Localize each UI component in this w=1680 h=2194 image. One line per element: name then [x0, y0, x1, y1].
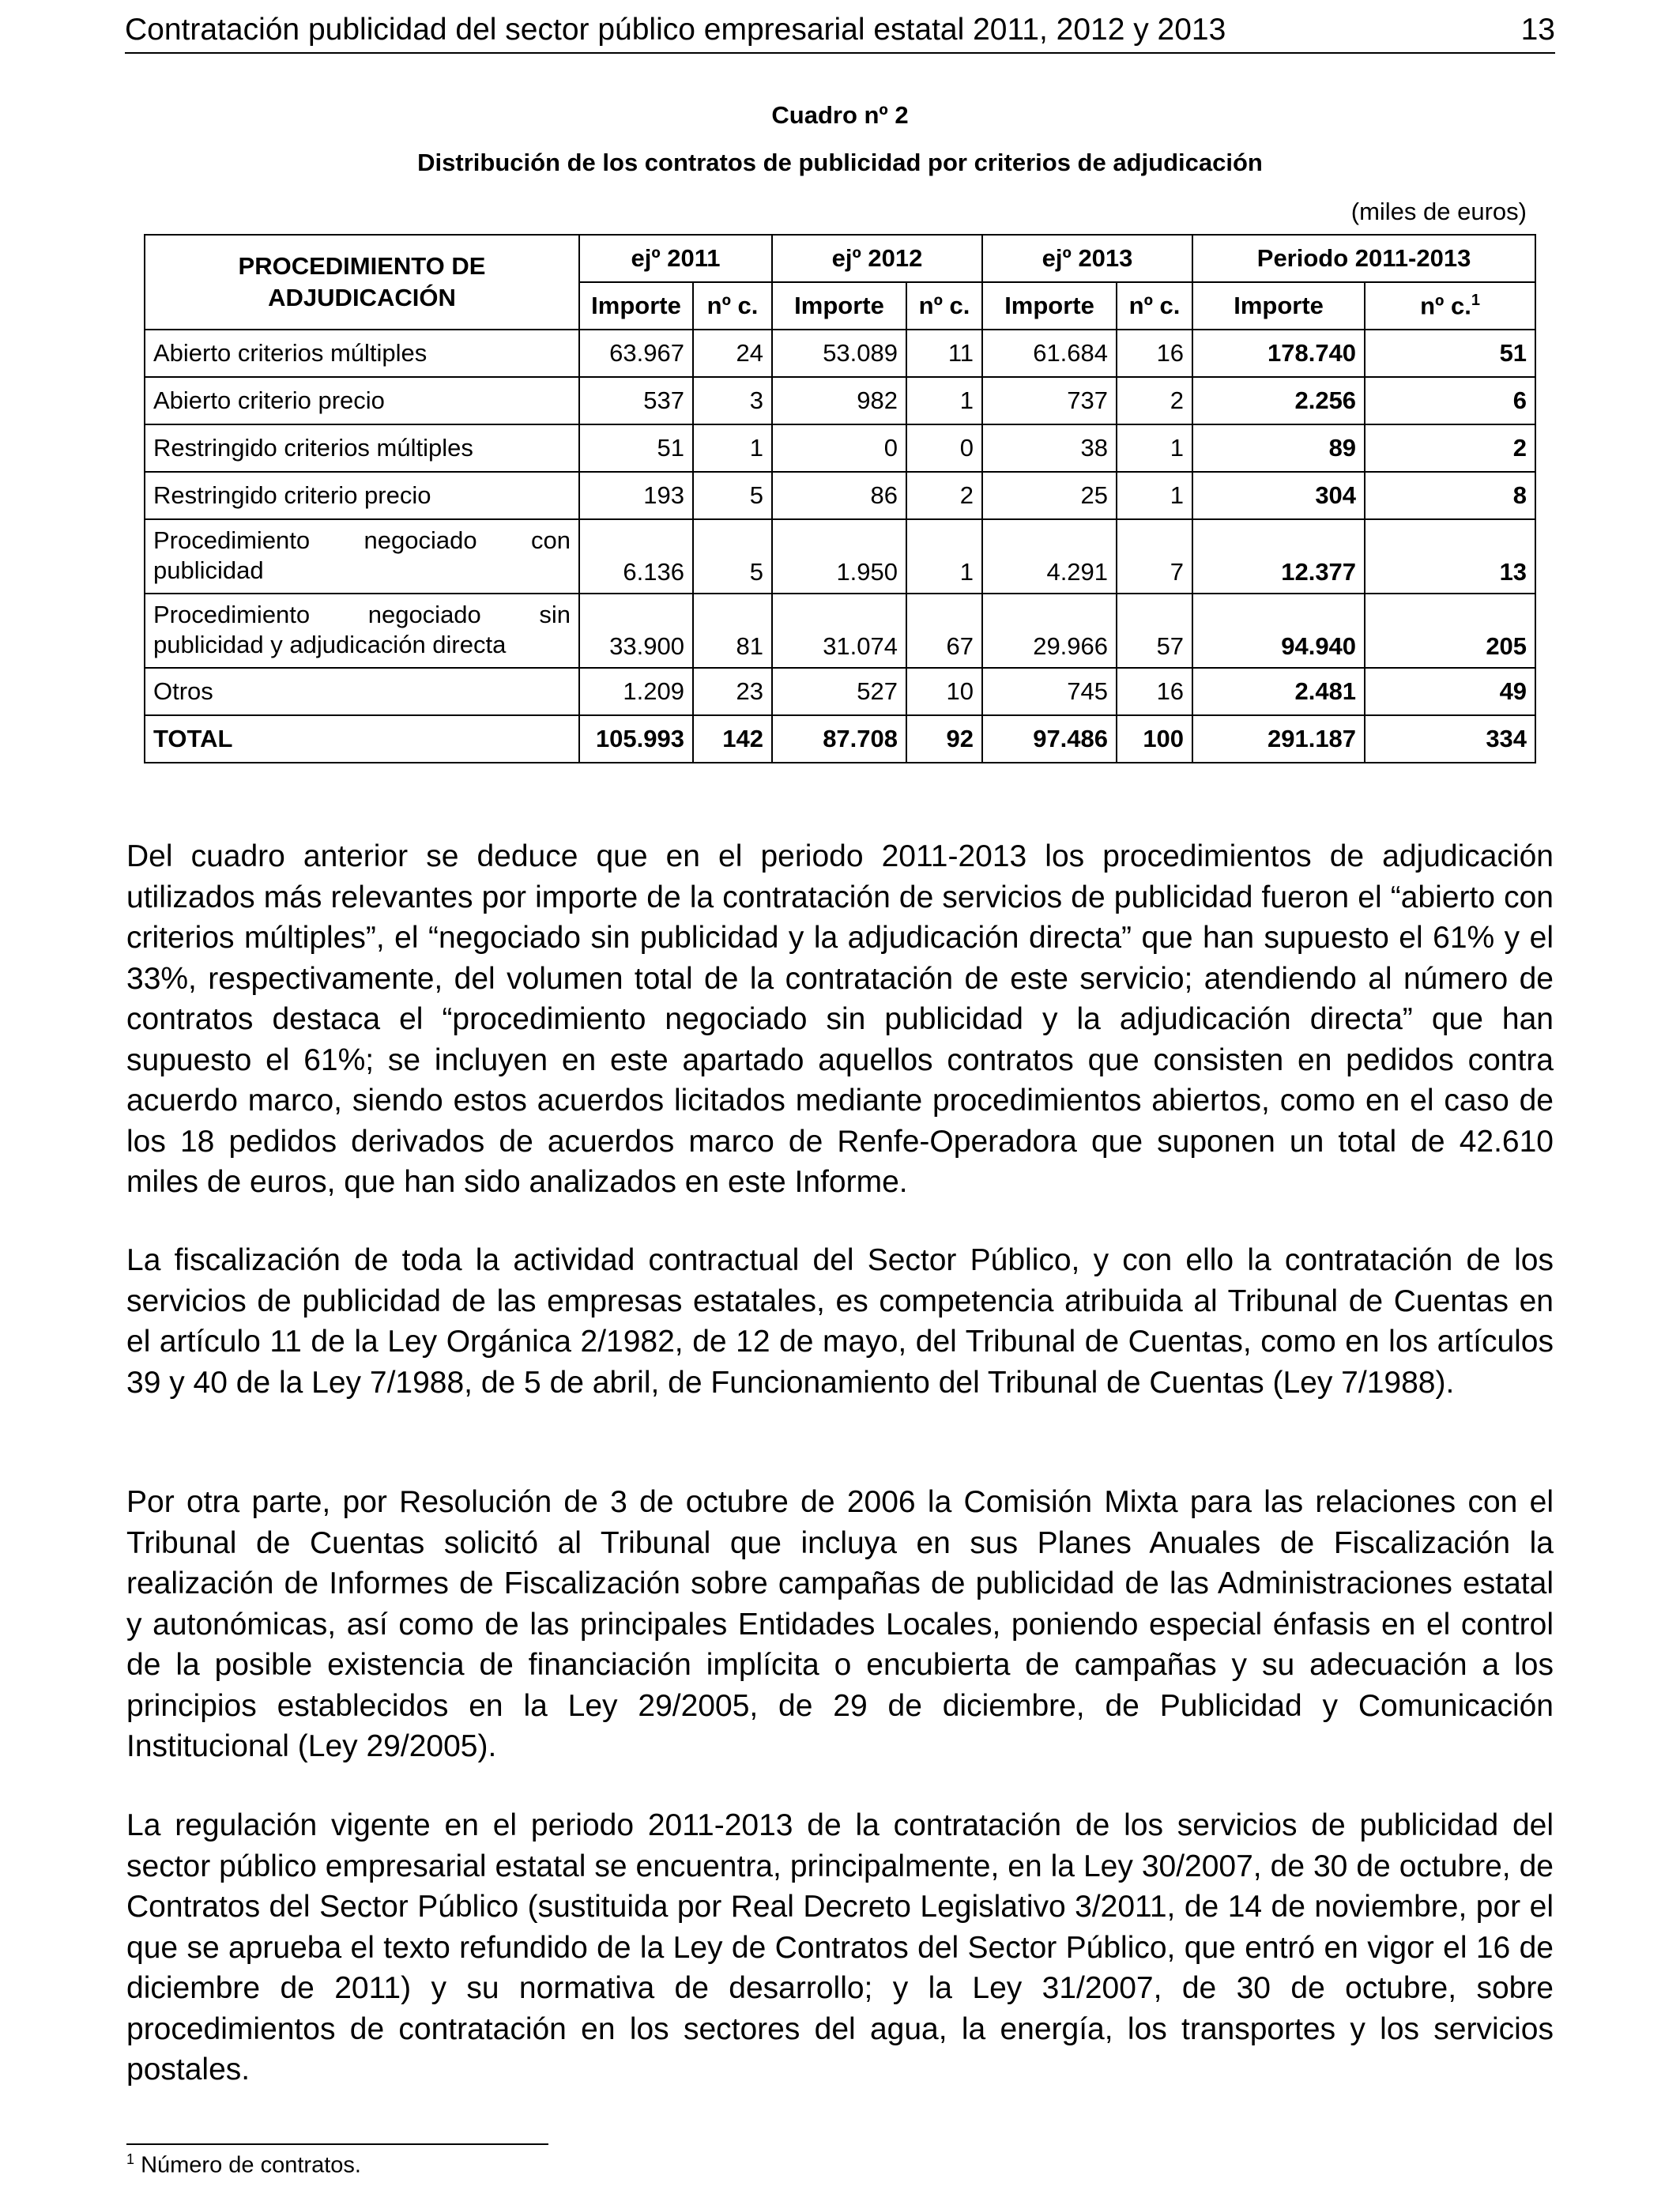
importe-cell: 87.708	[772, 715, 906, 763]
procedure-label: Otros	[145, 668, 579, 715]
nc-cell: 5	[693, 472, 772, 519]
importe-cell: 1.950	[772, 519, 906, 594]
nc-cell: 10	[906, 668, 982, 715]
importe-cell: 51	[579, 424, 693, 472]
table-row	[145, 424, 1535, 472]
year-header: ejº 2013	[982, 235, 1192, 282]
importe-cell: 737	[982, 377, 1117, 424]
importe-header: Importe	[772, 282, 906, 330]
procedure-header: PROCEDIMIENTO DE ADJUDICACIÓN	[145, 235, 579, 330]
importe-cell: 38	[982, 424, 1117, 472]
importe-cell: 31.074	[772, 594, 906, 668]
table-body	[145, 330, 1535, 763]
importe-cell: 527	[772, 668, 906, 715]
page-header	[125, 11, 1555, 54]
table-row	[145, 472, 1535, 519]
table-caption-title: Distribución de los contratos de publicidad por criterios de adjudicación	[417, 149, 1263, 176]
importe-cell: 61.684	[982, 330, 1117, 377]
importe-cell: 2.481	[1192, 668, 1365, 715]
procedure-label: Restringido criterios múltiples	[145, 424, 579, 472]
table-caption-number: Cuadro nº 2	[771, 101, 909, 129]
nc-cell: 1	[1117, 424, 1192, 472]
nc-cell: 16	[1117, 668, 1192, 715]
importe-cell: 63.967	[579, 330, 693, 377]
importe-cell: 0	[772, 424, 906, 472]
nc-header-footnoted	[1365, 282, 1535, 330]
importe-cell: 25	[982, 472, 1117, 519]
paragraph: Por otra parte, por Resolución de 3 de octubre de 2006 la Comisión Mixta para las relaciones con el Tribunal de Cuentas solicitó al Tribunal que incluya en sus Planes Anuales de Fiscalización la realización de Informes de Fiscalización sobre campañas de publicidad de las Administraciones estatal y autonómicas, así como de las principales Entidades Locales, poniendo especial énfasis en el control de la posible existencia de financiación implícita o encubierta de campañas y su adecuación a los principios establecidos en la Ley 29/2005, de 29 de diciembre, de Publicidad y Comunicación Institucional (Ley 29/2005).	[126, 1485, 1554, 1763]
year-header: ejº 2011	[579, 235, 772, 282]
nc-cell: 8	[1365, 472, 1535, 519]
nc-cell: 1	[906, 519, 982, 594]
total-label: TOTAL	[145, 715, 579, 763]
nc-cell: 11	[906, 330, 982, 377]
procedure-label: Restringido criterio precio	[145, 472, 579, 519]
nc-cell: 49	[1365, 668, 1535, 715]
nc-cell: 7	[1117, 519, 1192, 594]
nc-cell: 100	[1117, 715, 1192, 763]
nc-cell: 3	[693, 377, 772, 424]
procedure-label: Procedimiento negociado con publicidad	[145, 519, 579, 594]
importe-cell: 1.209	[579, 668, 693, 715]
table-row	[145, 668, 1535, 715]
importe-cell: 6.136	[579, 519, 693, 594]
nc-cell: 1	[693, 424, 772, 472]
document-title: Contratación publicidad del sector público empresarial estatal 2011, 2012 y 2013	[125, 13, 1226, 47]
importe-cell: 33.900	[579, 594, 693, 668]
procedure-label: Procedimiento negociado sin publicidad y adjudicación directa	[145, 594, 579, 668]
nc-header: nº c.	[693, 282, 772, 330]
table-row	[145, 519, 1535, 594]
procedure-label: Abierto criterio precio	[145, 377, 579, 424]
nc-cell: 2	[1365, 424, 1535, 472]
importe-cell: 4.291	[982, 519, 1117, 594]
footnote-rule	[126, 2143, 548, 2145]
footnote-text: Número de contratos.	[141, 2152, 361, 2178]
importe-header: Importe	[1192, 282, 1365, 330]
nc-label: nº c.	[1420, 292, 1471, 320]
table-units: (miles de euros)	[1350, 198, 1527, 225]
importe-cell: 53.089	[772, 330, 906, 377]
nc-cell: 2	[1117, 377, 1192, 424]
importe-cell: 105.993	[579, 715, 693, 763]
importe-cell: 86	[772, 472, 906, 519]
importe-cell: 982	[772, 377, 906, 424]
importe-cell: 193	[579, 472, 693, 519]
importe-cell: 2.256	[1192, 377, 1365, 424]
importe-cell: 89	[1192, 424, 1365, 472]
table-row	[145, 377, 1535, 424]
nc-cell: 13	[1365, 519, 1535, 594]
importe-cell: 745	[982, 668, 1117, 715]
importe-cell: 94.940	[1192, 594, 1365, 668]
table-header-row	[145, 235, 1535, 282]
nc-cell: 5	[693, 519, 772, 594]
importe-cell: 12.377	[1192, 519, 1365, 594]
page-number: 13	[1520, 13, 1555, 47]
importe-cell: 97.486	[982, 715, 1117, 763]
nc-cell: 67	[906, 594, 982, 668]
procedure-label: Abierto criterios múltiples	[145, 330, 579, 377]
footnote-reference: 1	[1471, 291, 1480, 309]
nc-cell: 16	[1117, 330, 1192, 377]
footnote-mark: 1	[126, 2151, 135, 2167]
importe-cell: 29.966	[982, 594, 1117, 668]
contracts-table	[144, 234, 1536, 763]
nc-cell: 57	[1117, 594, 1192, 668]
table-row	[145, 330, 1535, 377]
nc-cell: 1	[906, 377, 982, 424]
importe-header: Importe	[579, 282, 693, 330]
period-header: Periodo 2011-2013	[1192, 235, 1535, 282]
footnote	[126, 2151, 361, 2179]
importe-cell: 178.740	[1192, 330, 1365, 377]
importe-cell: 537	[579, 377, 693, 424]
paragraph: La regulación vigente en el periodo 2011-2013 de la contratación de los servicios de publicidad del sector público empresarial estatal se encuentra, principalmente, en la Ley 30/2007, de 30 de octubre, de Contratos del Sector Público (sustituida por Real Decreto Legislativo 3/2011, de 14 de noviembre, por el que se aprueba el texto refundido de la Ley de Contratos del Sector Público, que entró en vigor el 16 de diciembre de 2011) y su normativa de desarrollo; y la Ley 31/2007, de 30 de octubre, sobre procedimientos de contratación en los sectores del agua, la energía, los transportes y los servicios postales.	[126, 1808, 1554, 2087]
table-row	[145, 594, 1535, 668]
importe-header: Importe	[982, 282, 1117, 330]
paragraph: Del cuadro anterior se deduce que en el periodo 2011-2013 los procedimientos de adjudicación utilizados más relevantes por importe de la contratación de servicios de publicidad fueron el “abierto con criterios múltiples”, el “negociado sin publicidad y la adjudicación directa” que han supuesto el 61% y el 33%, respectivamente, del volumen total de la contratación de este servicio; atendiendo al número de contratos destaca el “procedimiento negociado sin publicidad y la adjudicación directa” que han supuesto el 61%; se incluyen en este apartado aquellos contratos que consisten en pedidos contra acuerdo marco, siendo estos acuerdos licitados mediante procedimientos abiertos, como en el caso de los 18 pedidos derivados de acuerdos marco de Renfe-Operadora que suponen un total de 42.610 miles de euros, que han sido analizados en este Informe.	[126, 839, 1554, 1199]
nc-cell: 2	[906, 472, 982, 519]
importe-cell: 304	[1192, 472, 1365, 519]
nc-header: nº c.	[906, 282, 982, 330]
nc-cell: 24	[693, 330, 772, 377]
nc-cell: 81	[693, 594, 772, 668]
paragraph: La fiscalización de toda la actividad contractual del Sector Público, y con ello la contratación de los servicios de publicidad de las empresas estatales, es competencia atribuida al Tribunal de Cuentas en el artículo 11 de la Ley Orgánica 2/1982, de 12 de mayo, del Tribunal de Cuentas, como en los artículos 39 y 40 de la Ley 7/1988, de 5 de abril, de Funcionamiento del Tribunal de Cuentas (Ley 7/1988).	[126, 1243, 1554, 1400]
importe-cell: 291.187	[1192, 715, 1365, 763]
nc-cell: 334	[1365, 715, 1535, 763]
year-header: ejº 2012	[772, 235, 982, 282]
nc-header: nº c.	[1117, 282, 1192, 330]
nc-cell: 6	[1365, 377, 1535, 424]
nc-cell: 23	[693, 668, 772, 715]
nc-cell: 142	[693, 715, 772, 763]
nc-cell: 1	[1117, 472, 1192, 519]
nc-cell: 205	[1365, 594, 1535, 668]
nc-cell: 0	[906, 424, 982, 472]
nc-cell: 92	[906, 715, 982, 763]
total-row	[145, 715, 1535, 763]
nc-cell: 51	[1365, 330, 1535, 377]
